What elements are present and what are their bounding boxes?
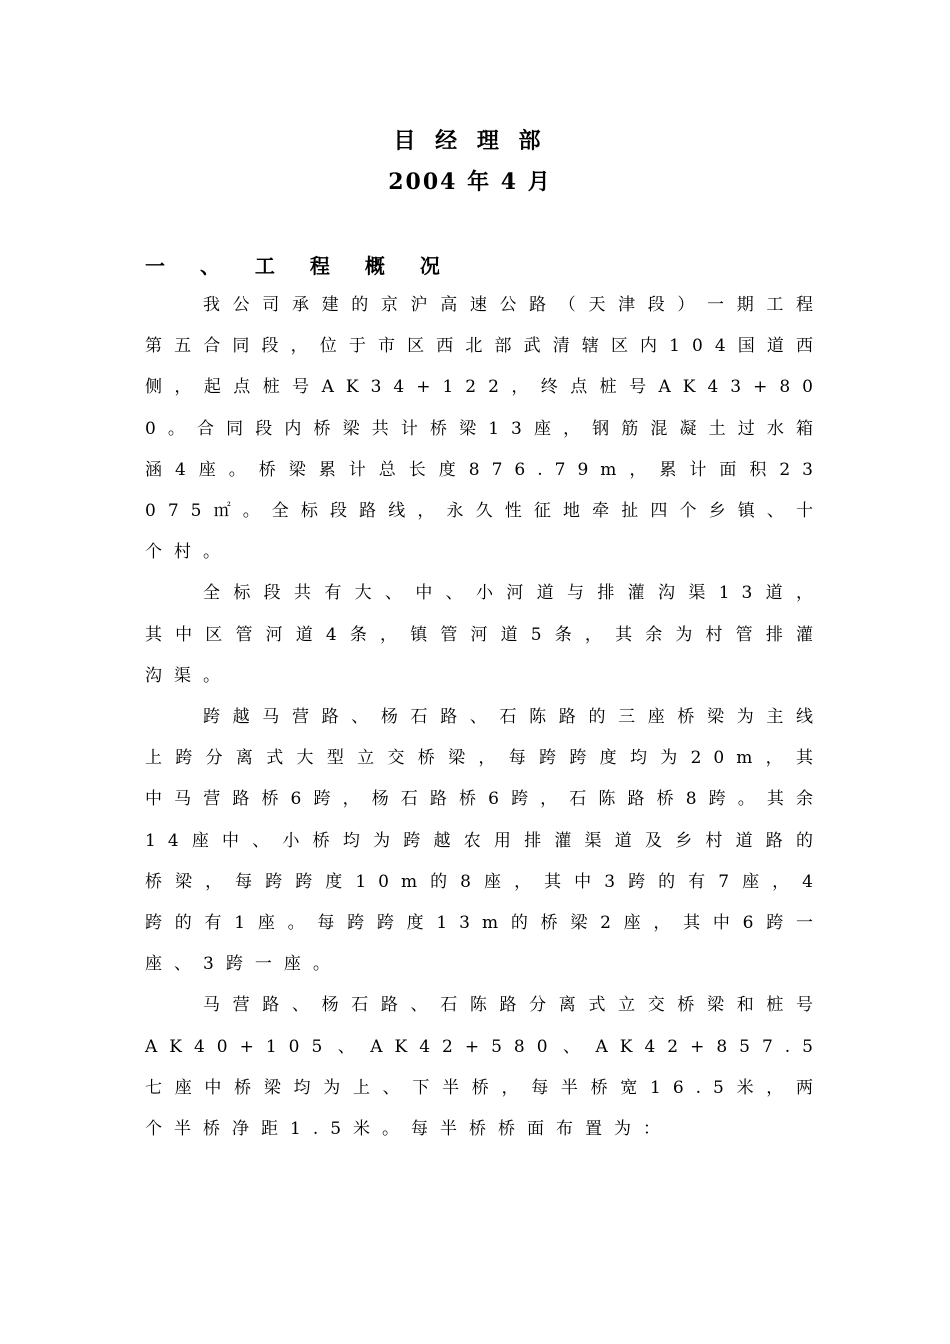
date-title: 2004 年 4 月 xyxy=(388,169,552,195)
section-heading: 一 、 工 程 概 况 xyxy=(145,254,454,278)
body-text xyxy=(145,285,825,1150)
paragraph-waterways: 全标段共有大、中、小河道与排灌沟渠13道，其中区管河道4条，镇管河道5条，其余为村管排灌沟渠。 xyxy=(145,583,825,686)
paragraph-bridges: 跨越马营路、杨石路、石陈路的三座桥梁为主线上跨分离式大型立交桥梁，每跨跨度均为20m，其中马营路桥6跨，杨石路桥6跨，石陈路桥8跨。其余14座中、小桥均为跨越农用排灌渠道及乡村道路的桥梁，每跨跨度10m的8座，其中3跨的有7座，4跨的有1座。每跨跨度13m的桥梁2座，其中6跨一座、3跨一座。 xyxy=(145,707,825,975)
org-title: 目 经 理 部 xyxy=(393,128,547,154)
paragraph-bridge-layout: 马营路、杨石路、石陈路分离式立交桥梁和桩号AK40+105、AK42+580、AK42+857.5七座中桥梁均为上、下半桥，每半桥宽16.5米，两个半桥净距1.5米。每半桥桥面布置为： xyxy=(145,995,825,1140)
paragraph-overview: 我公司承建的京沪高速公路（天津段）一期工程第五合同段，位于市区西北部武清辖区内104国道西侧，起点桩号AK34+122，终点桩号AK43+800。合同段内桥梁共计桥梁13座，钢筋混凝土过水箱涵4座。桥梁累计总长度876.79m，累计面积23075㎡。全标段路线，永久性征地牵扯四个乡镇、十个村。 xyxy=(145,295,825,563)
